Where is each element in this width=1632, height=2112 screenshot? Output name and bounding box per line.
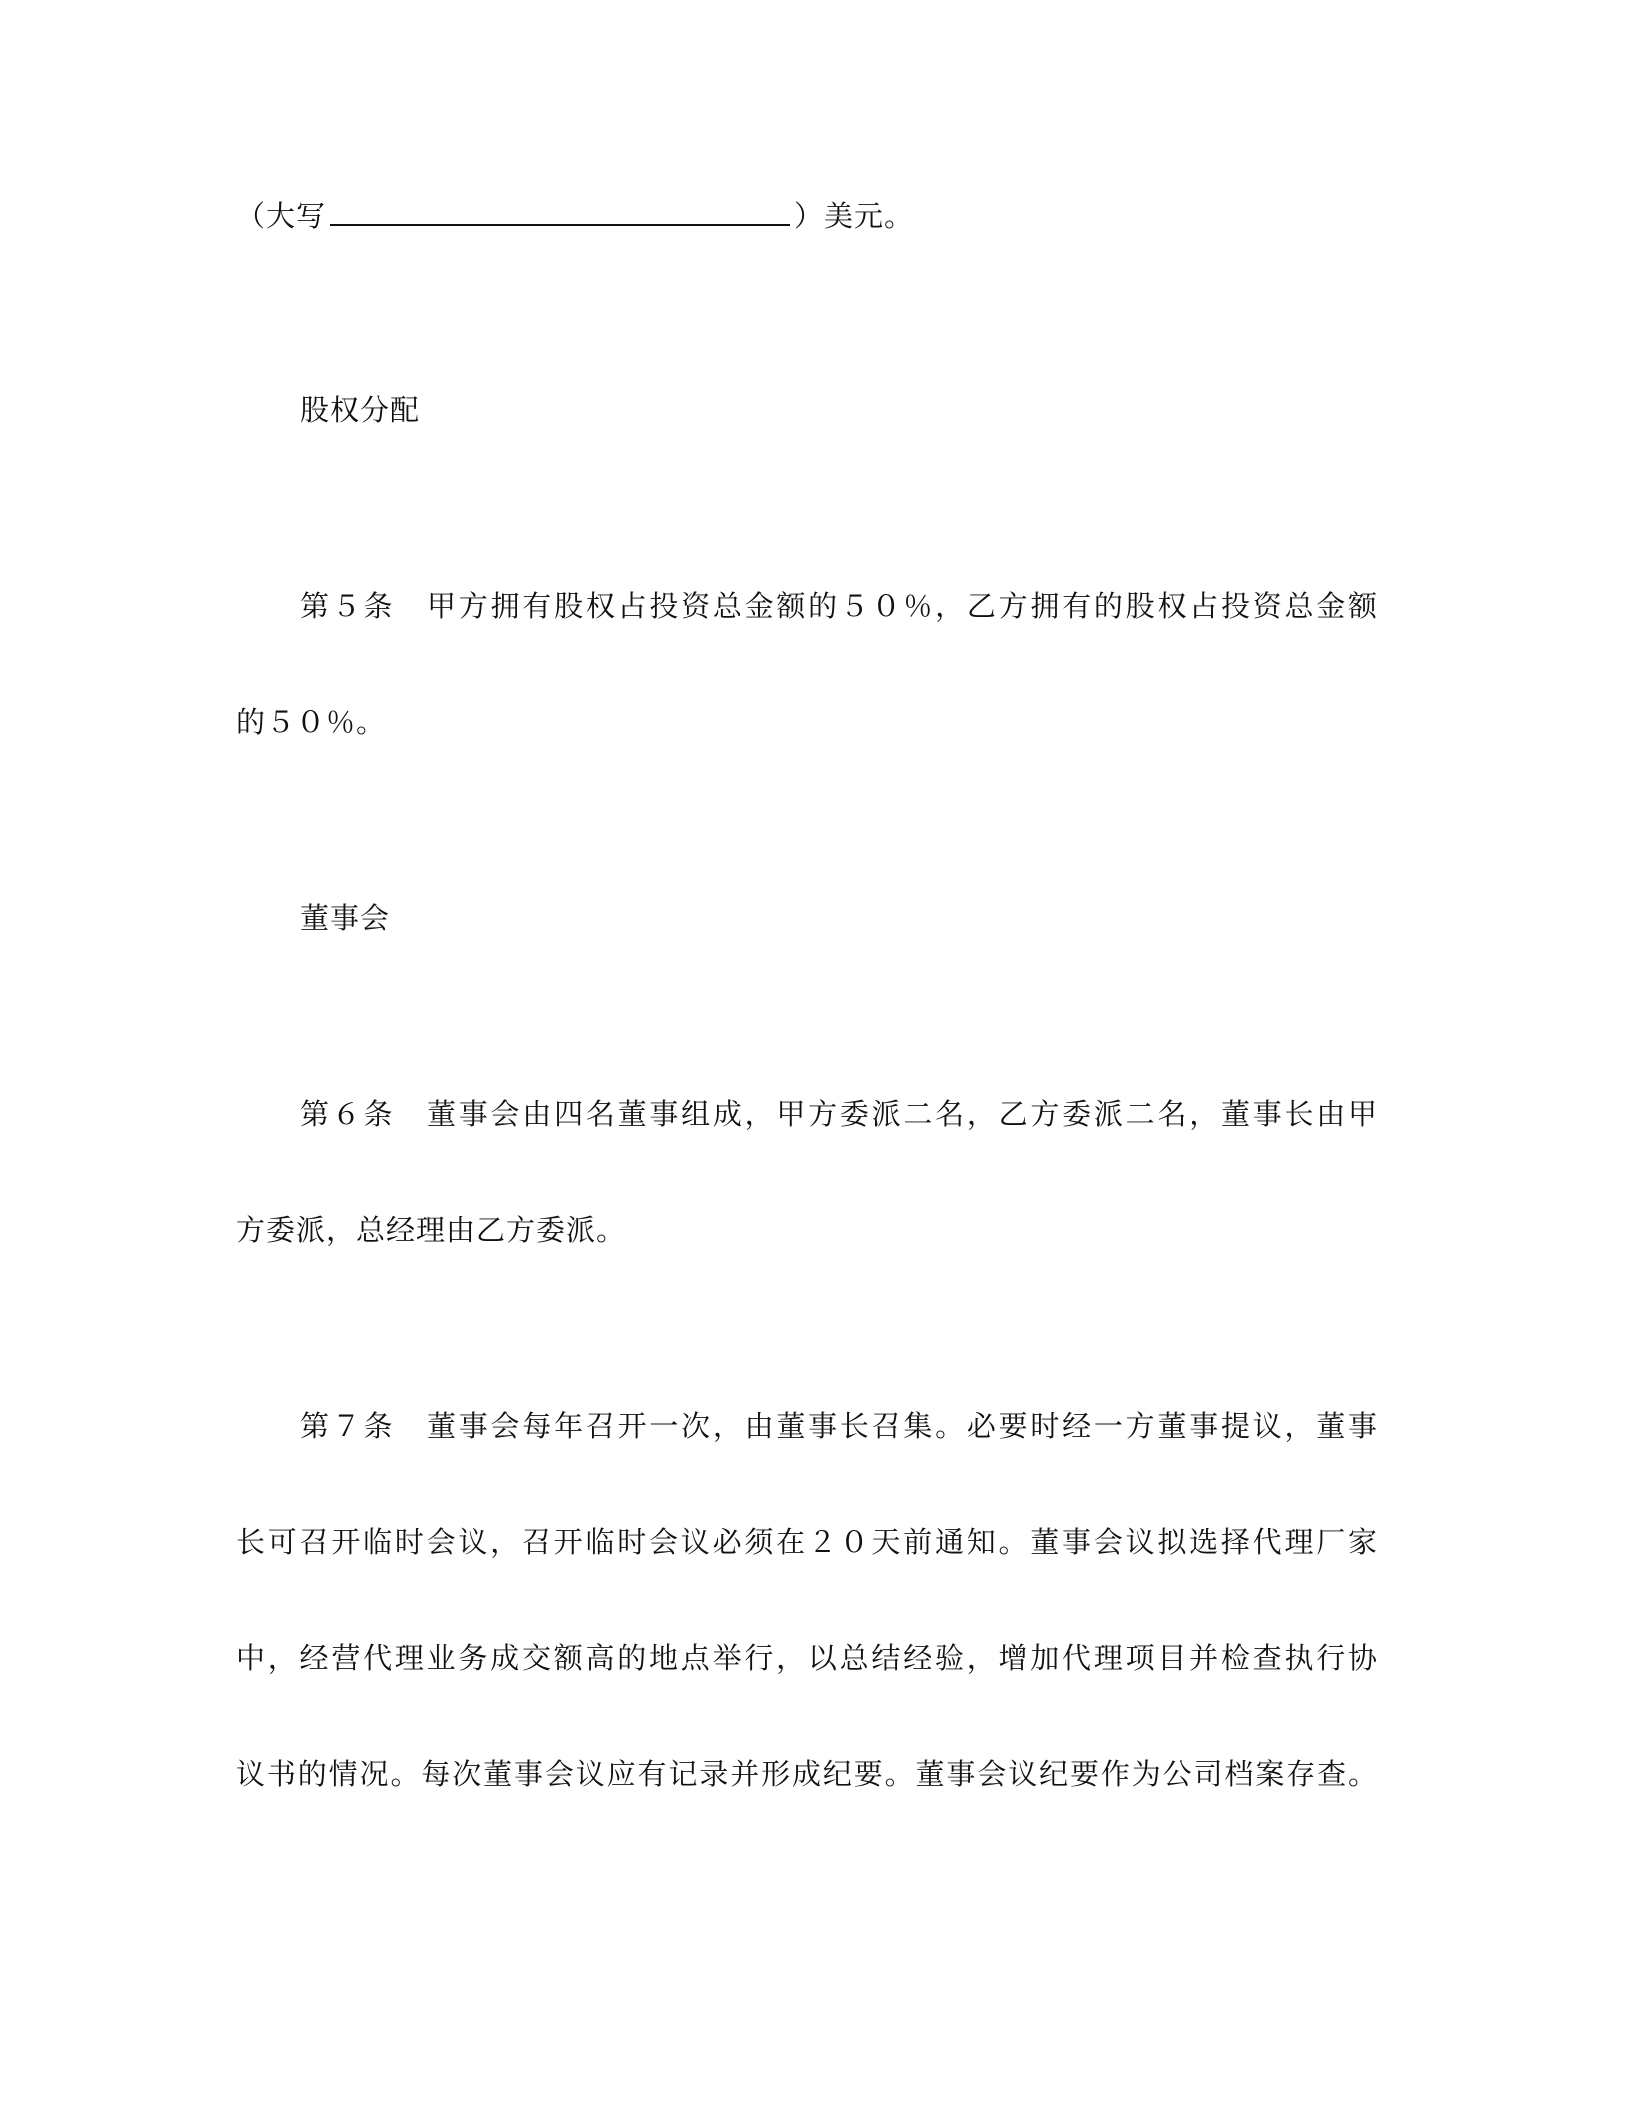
article-6-line-1 bbox=[300, 1094, 1378, 1134]
article-5-line-2: 的５０％。 bbox=[236, 705, 387, 739]
article-7-line-1 bbox=[300, 1406, 1378, 1446]
article-7-line-2: 长可召开临时会议，召开临时会议必须在２０天前通知。董事会议拟选择代理厂家 bbox=[236, 1525, 1378, 1559]
article-7-line-3: 中，经营代理业务成交额高的地点举行，以总结经验，增加代理项目并检查执行协 bbox=[236, 1641, 1378, 1675]
capital-suffix: ）美元。 bbox=[794, 199, 915, 233]
article-6-line-2: 方委派，总经理由乙方委派。 bbox=[236, 1213, 627, 1247]
capital-prefix: （大写 bbox=[236, 199, 327, 233]
section-heading-board: 董事会 bbox=[300, 901, 391, 935]
article-5-number: 第５条 bbox=[300, 589, 396, 623]
article-5-line-1 bbox=[300, 586, 1378, 626]
article-6-number: 第６条 bbox=[300, 1097, 396, 1131]
article-7-text-1: 董事会每年召开一次，由董事长召集。必要时经一方董事提议，董事 bbox=[425, 1409, 1378, 1443]
article-5-text-1: 甲方拥有股权占投资总金额的５０％，乙方拥有的股权占投资总金额 bbox=[425, 589, 1378, 623]
article-7-number: 第７条 bbox=[300, 1409, 396, 1443]
article-7-line-4: 议书的情况。每次董事会议应有记录并形成纪要。董事会议纪要作为公司档案存查。 bbox=[236, 1757, 1378, 1791]
capital-amount-line bbox=[236, 196, 914, 236]
article-6-text-1: 董事会由四名董事组成，甲方委派二名，乙方委派二名，董事长由甲 bbox=[425, 1097, 1378, 1131]
section-heading-equity: 股权分配 bbox=[300, 393, 421, 427]
capital-blank-field bbox=[330, 200, 790, 226]
